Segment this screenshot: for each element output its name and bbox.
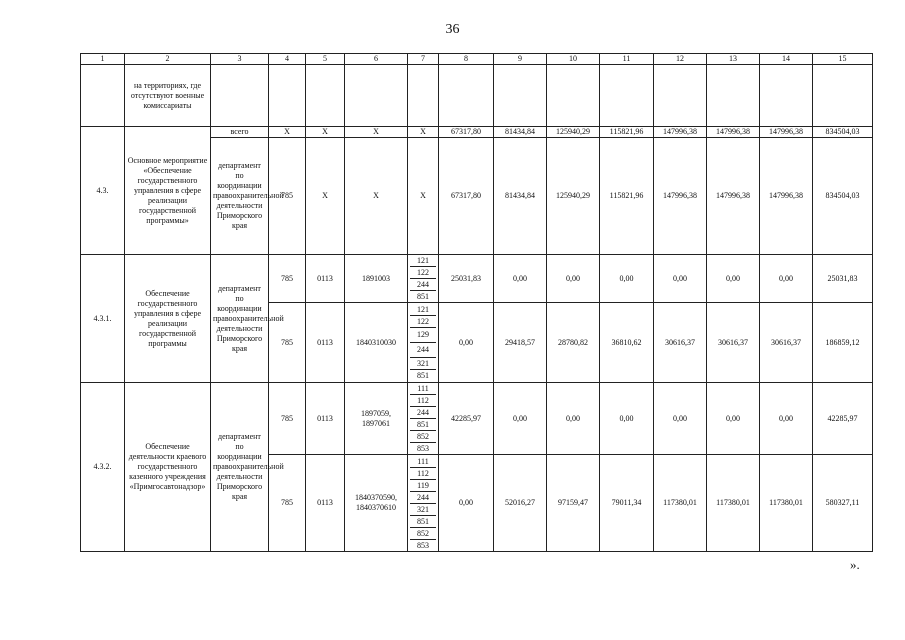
continuation-text: на территориях, где отсутствуют военные комиссариаты (125, 65, 211, 127)
closing-quote: ». (850, 557, 860, 572)
table-row-4-3-1-b: 785 0113 1840310030 121 122 129 244 321 851 0,00 29418,57 28780,82 36810,62 30616,37 30616,37 30616,37 186859,12 (81, 303, 873, 383)
expense-codes: 121 122 129 244 321 851 (408, 303, 439, 383)
executor: департамент по координации правоохранительной деятельности Приморского края (211, 138, 269, 255)
table-row-4-3-dept: департамент по координации правоохранительной деятельности Приморского края 785 X X X 67317,80 81434,84 125940,29 115821,96 147996,38 147996,38 147996,38 834504,03 (81, 138, 873, 255)
col-header: 11 (600, 54, 654, 65)
expense-codes: 111 112 119 244 321 851 852 853 (408, 455, 439, 552)
table-row-4-3-2-a: 4.3.2. Обеспечение деятельности краевого государственного казенного учреждения «Примгосавтонадзор» департамент по координации правоохранительной деятельности Приморского края 785 0113 1897059, 1897061 111 112 244 851 852 853 42285,97 0,00 0,00 0,00 0,00 0,00 0,00 42285,97 (81, 383, 873, 455)
col-header: 12 (654, 54, 707, 65)
row-number: 4.3. (81, 127, 125, 255)
row-number: 4.3.2. (81, 383, 125, 552)
col-header: 1 (81, 54, 125, 65)
col-header: 15 (813, 54, 873, 65)
cell (81, 65, 125, 127)
row-name: Основное мероприятие «Обеспечение государственного управления в сфере реализации государственной программы» (125, 127, 211, 255)
row-name: Обеспечение деятельности краевого государственного казенного учреждения «Примгосавтонадзор» (125, 383, 211, 552)
col-header: 9 (494, 54, 547, 65)
table-row-4-3-1-a: 4.3.1. Обеспечение государственного управления в сфере реализации государственной программы департамент по координации правоохранительной деятельности Приморского края 785 0113 1891003 121 122 244 851 25031,83 0,00 0,00 0,00 0,00 0,00 0,00 25031,83 (81, 255, 873, 303)
budget-table (80, 53, 873, 552)
col-header: 6 (345, 54, 408, 65)
executor: департамент по координации правоохранительной деятельности Приморского края (211, 255, 269, 383)
table-row-4-3-2-b: 785 0113 1840370590, 1840370610 111 112 119 244 321 851 852 853 0,00 52016,27 97159,47 79011,34 117380,01 117380,01 117380,01 580327,11 (81, 455, 873, 552)
row-name: Обеспечение государственного управления в сфере реализации государственной программы (125, 255, 211, 383)
col-header: 7 (408, 54, 439, 65)
col-header: 10 (547, 54, 600, 65)
col-header: 14 (760, 54, 813, 65)
expense-codes: 121 122 244 851 (408, 255, 439, 303)
table-row-continuation (81, 65, 873, 127)
row-number: 4.3.1. (81, 255, 125, 383)
col-header: 3 (211, 54, 269, 65)
col-header: 8 (439, 54, 494, 65)
col-header: 4 (269, 54, 306, 65)
column-number-row (81, 54, 873, 65)
col-header: 5 (306, 54, 345, 65)
page-number: 36 (445, 22, 460, 37)
col-header: 2 (125, 54, 211, 65)
col-header: 13 (707, 54, 760, 65)
expense-codes: 111 112 244 851 852 853 (408, 383, 439, 455)
executor: департамент по координации правоохранительной деятельности Приморского края (211, 383, 269, 552)
table-row-4-3-total: 4.3. Основное мероприятие «Обеспечение государственного управления в сфере реализации государственной программы» всего X X X X 67317,80 81434,84 125940,29 115821,96 147996,38 147996,38 147996,38 834504,03 (81, 127, 873, 138)
executor: всего (211, 127, 269, 138)
